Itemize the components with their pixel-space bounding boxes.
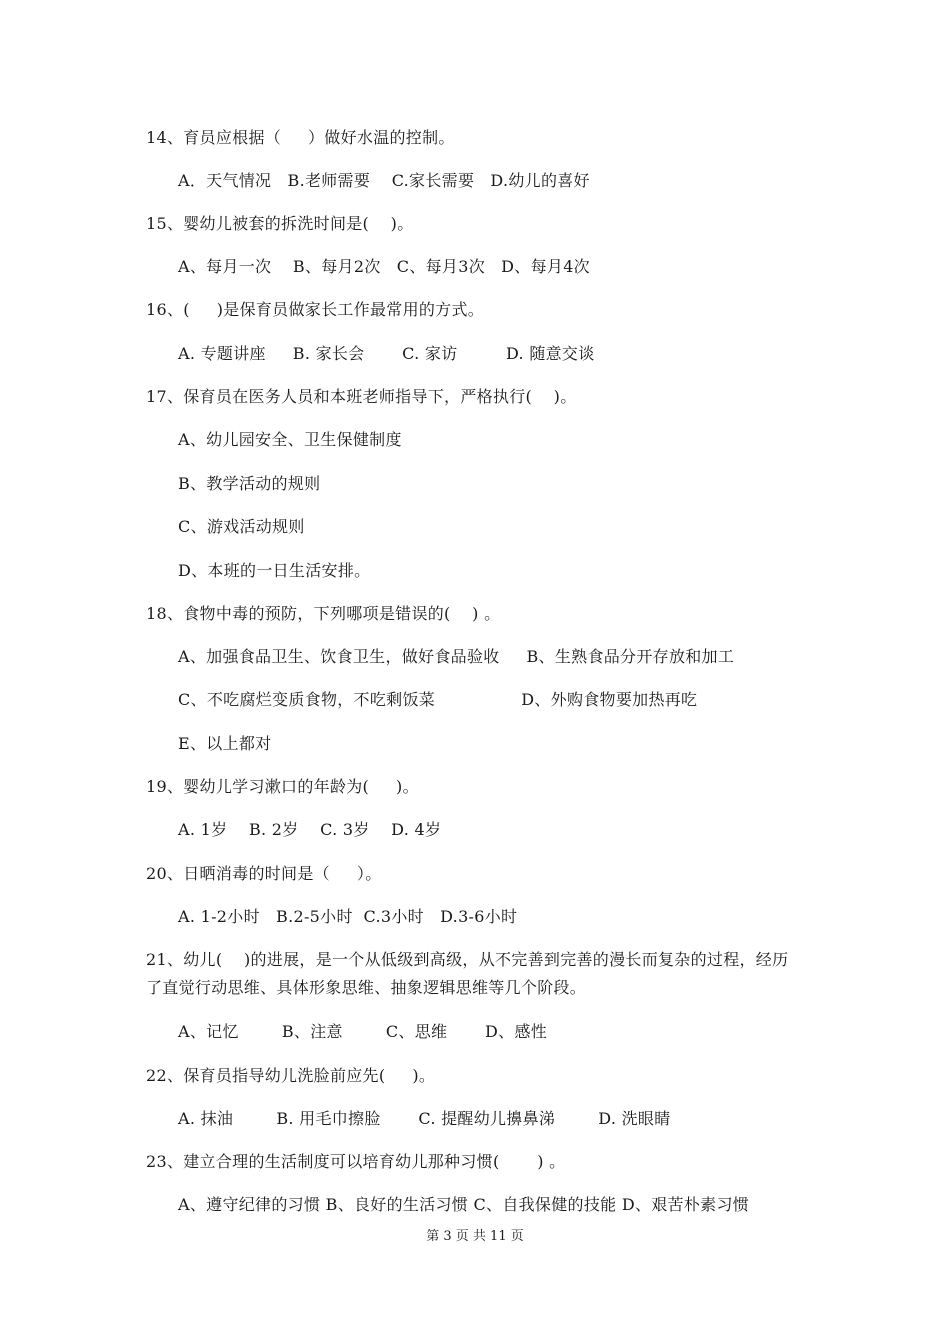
question-15-stem: 15、婴幼儿被套的拆洗时间是( )。 bbox=[146, 214, 414, 233]
page-number-footer: 第 3 页 共 11 页 bbox=[426, 1229, 524, 1244]
question-20-stem: 20、日晒消毒的时间是（ ）。 bbox=[146, 864, 382, 883]
question-14-stem: 14、育员应根据（ ）做好水温的控制。 bbox=[146, 128, 455, 147]
question-22-stem: 22、保育员指导幼儿洗脸前应先( )。 bbox=[146, 1066, 436, 1085]
question-23-stem: 23、建立合理的生活制度可以培育幼儿那种习惯( ) 。 bbox=[146, 1152, 566, 1171]
question-19-stem: 19、婴幼儿学习漱口的年龄为( )。 bbox=[146, 777, 419, 796]
question-17-option-c: C、游戏活动规则 bbox=[178, 517, 305, 536]
question-22-options: A. 抹油 B. 用毛巾擦脸 C. 提醒幼儿擤鼻涕 D. 洗眼睛 bbox=[178, 1109, 671, 1128]
question-15-options: A、每月一次 B、每月2次 C、每月3次 D、每月4次 bbox=[178, 257, 590, 276]
question-18-options-cd: C、不吃腐烂变质食物，不吃剩饭菜 D、外购食物要加热再吃 bbox=[178, 690, 698, 709]
question-18-stem: 18、食物中毒的预防，下列哪项是错误的( ) 。 bbox=[146, 604, 501, 623]
question-21-stem: 21、幼儿( )的进展，是一个从低级到高级，从不完善到完善的漫长而复杂的过程，经历 bbox=[146, 950, 789, 969]
question-17-option-a: A、幼儿园安全、卫生保健制度 bbox=[178, 430, 402, 449]
question-17-option-d: D、本班的一日生活安排。 bbox=[178, 561, 371, 580]
question-18-options-ab: A、加强食品卫生、饮食卫生，做好食品验收 B、生熟食品分开存放和加工 bbox=[178, 647, 735, 666]
question-17-stem: 17、保育员在医务人员和本班老师指导下，严格执行( )。 bbox=[146, 387, 577, 406]
question-16-options: A. 专题讲座 B. 家长会 C. 家访 D. 随意交谈 bbox=[178, 344, 595, 363]
question-17-option-b: B、教学活动的规则 bbox=[178, 474, 321, 493]
question-16-stem: 16、( )是保育员做家长工作最常用的方式。 bbox=[146, 300, 485, 319]
question-14-options: A．天气情况 B.老师需要 C.家长需要 D.幼儿的喜好 bbox=[178, 171, 590, 190]
question-21-stem-continued: 了直觉行动思维、具体形象思维、抽象逻辑思维等几个阶段。 bbox=[146, 978, 587, 997]
question-18-option-e: E、以上都对 bbox=[178, 734, 272, 753]
question-20-options: A. 1-2小时 B.2-5小时 C.3小时 D.3-6小时 bbox=[178, 907, 518, 926]
question-23-options: A、遵守纪律的习惯 B、良好的生活习惯 C、自我保健的技能 D、艰苦朴素习惯 bbox=[178, 1195, 750, 1214]
question-19-options: A. 1岁 B. 2岁 C. 3岁 D. 4岁 bbox=[178, 820, 442, 839]
question-21-options: A、记忆 B、注意 C、思维 D、感性 bbox=[178, 1022, 548, 1041]
